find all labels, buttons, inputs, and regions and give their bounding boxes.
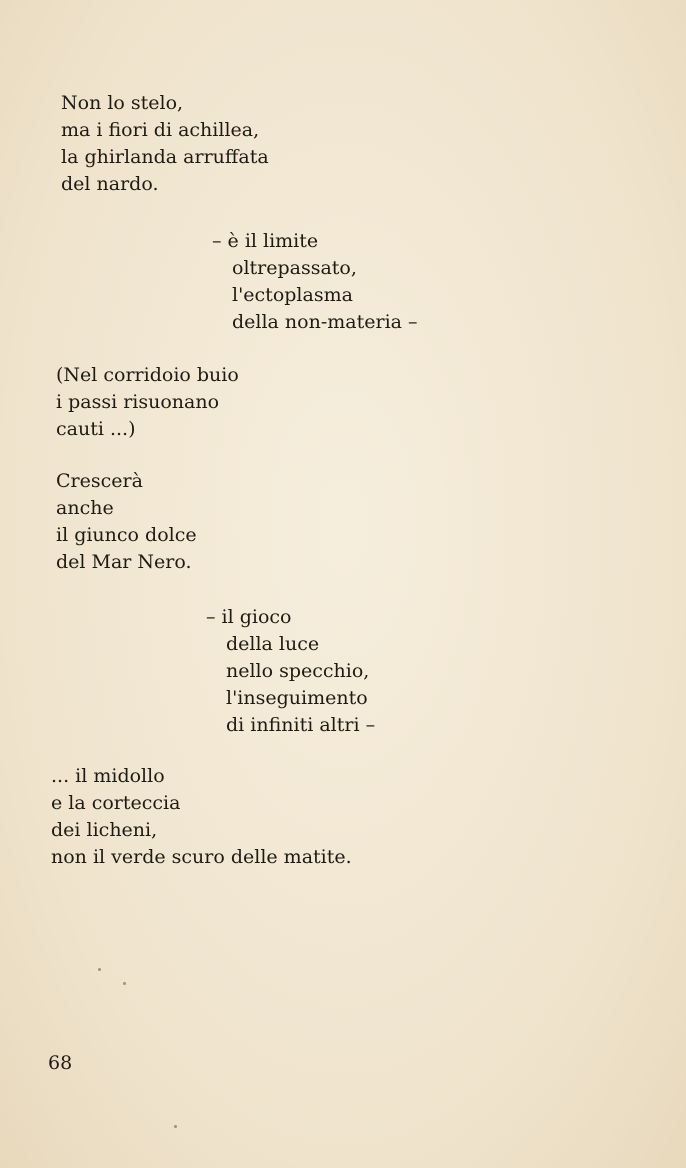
- poem-line: oltrepassato,: [232, 257, 357, 279]
- poem-line: l'inseguimento: [226, 687, 368, 709]
- paper-speck: [174, 1125, 177, 1128]
- stanza-6: [51, 763, 352, 871]
- stanza-2: [212, 228, 418, 336]
- poem-line: dei licheni,: [51, 819, 158, 841]
- poem-line: cauti ...): [56, 418, 136, 440]
- poem-line: ma i fiori di achillea,: [61, 119, 260, 141]
- poem-line: e la corteccia: [51, 792, 181, 814]
- poem-line: – il gioco: [206, 606, 292, 628]
- stanza-3: [56, 362, 239, 443]
- poem-line: il giunco dolce: [56, 524, 197, 546]
- poem-line: nello specchio,: [226, 660, 370, 682]
- poem-line: l'ectoplasma: [232, 284, 353, 306]
- poem-line: del nardo.: [61, 173, 159, 195]
- poem-line: del Mar Nero.: [56, 551, 192, 573]
- page-number: 68: [48, 1052, 73, 1074]
- poem-line: non il verde scuro delle matite.: [51, 846, 352, 868]
- poem-line: (Nel corridoio buio: [56, 364, 239, 386]
- poem-line: della luce: [226, 633, 320, 655]
- poem-line: anche: [56, 497, 114, 519]
- stanza-1: [61, 90, 269, 198]
- poem-line: della non-materia –: [232, 311, 418, 333]
- poem-line: Crescerà: [56, 470, 143, 492]
- stanza-5: [206, 604, 375, 739]
- poem-line: di infiniti altri –: [226, 714, 376, 736]
- stanza-4: [56, 468, 197, 576]
- poem-line: ... il midollo: [51, 765, 165, 787]
- poem-line: la ghirlanda arruffata: [61, 146, 269, 168]
- poem-line: i passi risuonano: [56, 391, 220, 413]
- poem-line: Non lo stelo,: [61, 92, 184, 114]
- paper-speck: [98, 968, 101, 971]
- poem-line: – è il limite: [212, 230, 319, 252]
- paper-speck: [123, 982, 126, 985]
